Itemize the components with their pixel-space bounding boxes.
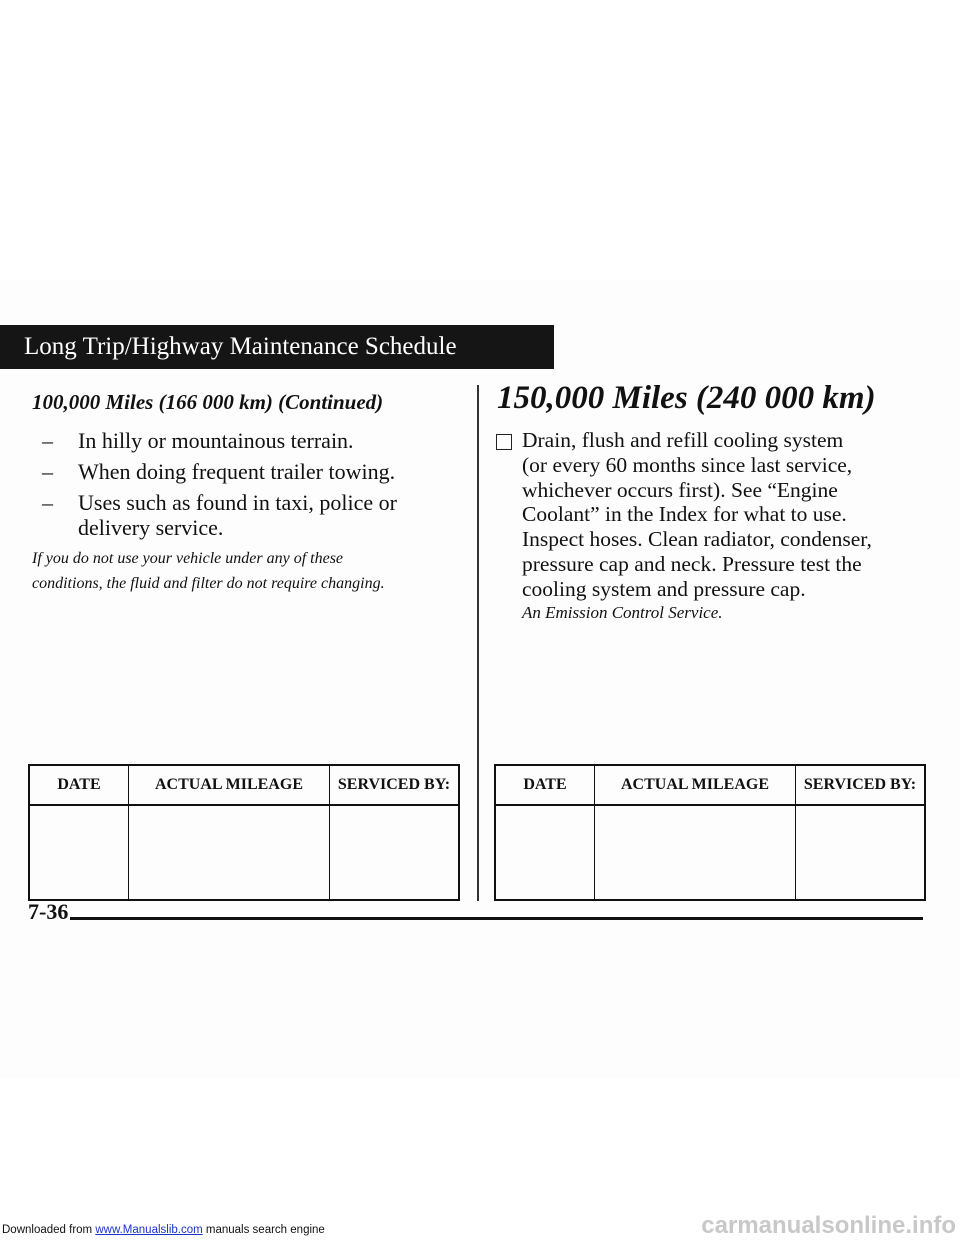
service-checkbox[interactable] <box>496 434 512 450</box>
service-line: whichever occurs first). See “Engine <box>522 477 838 502</box>
mileage-header: ACTUAL MILEAGE <box>595 765 796 805</box>
bullet-dash: – <box>42 490 53 515</box>
service-log-table-left <box>28 764 460 901</box>
watermark: carmanualsonline.info <box>701 1212 956 1239</box>
left-heading: 100,000 Miles (166 000 km) (Continued) <box>32 390 384 414</box>
bullet-text: When doing frequent trailer towing. <box>78 459 396 484</box>
bullet-text: Uses such as found in taxi, police or <box>78 490 397 515</box>
page-rule <box>70 917 923 920</box>
serviced-by-cell[interactable] <box>330 805 460 900</box>
download-footer <box>2 1224 325 1236</box>
service-line: cooling system and pressure cap. <box>522 576 806 601</box>
emission-note: An Emission Control Service. <box>522 603 723 622</box>
service-line: Drain, flush and refill cooling system <box>522 428 844 452</box>
mileage-header: ACTUAL MILEAGE <box>129 765 330 805</box>
date-cell[interactable] <box>495 805 595 900</box>
column-divider <box>477 385 479 901</box>
bullet-dash: – <box>42 428 53 453</box>
section-banner: Long Trip/Highway Maintenance Schedule <box>0 325 554 369</box>
service-line: Inspect hoses. Clean radiator, condenser, <box>522 527 872 552</box>
bullet-text: In hilly or mountainous terrain. <box>78 428 354 453</box>
fluid-note <box>32 546 462 596</box>
footer-prefix: Downloaded from <box>2 1224 96 1236</box>
service-line: Coolant” in the Index for what to use. <box>522 502 847 527</box>
serviced-by-header: SERVICED BY: <box>796 765 926 805</box>
date-cell[interactable] <box>29 805 129 900</box>
service-description <box>522 428 922 602</box>
mileage-cell[interactable] <box>595 805 796 900</box>
note-line: conditions, the fluid and filter do not require changing. <box>32 575 385 592</box>
serviced-by-cell[interactable] <box>796 805 926 900</box>
note-line: If you do not use your vehicle under any of these <box>32 550 344 567</box>
serviced-by-header: SERVICED BY: <box>330 765 460 805</box>
service-line: (or every 60 months since last service, <box>522 452 853 477</box>
manualslib-link[interactable]: www.Manualslib.com <box>95 1224 203 1236</box>
service-line: pressure cap and neck. Pressure test the <box>522 551 862 576</box>
date-header: DATE <box>29 765 129 805</box>
bullet-dash: – <box>42 459 53 484</box>
service-log-table-right <box>494 764 926 901</box>
mileage-cell[interactable] <box>129 805 330 900</box>
footer-suffix: manuals search engine <box>202 1224 325 1236</box>
date-header: DATE <box>495 765 595 805</box>
page-number: 7-36 <box>28 899 69 924</box>
right-heading: 150,000 Miles (240 000 km) <box>497 380 876 416</box>
bullet-text: delivery service. <box>78 515 224 540</box>
